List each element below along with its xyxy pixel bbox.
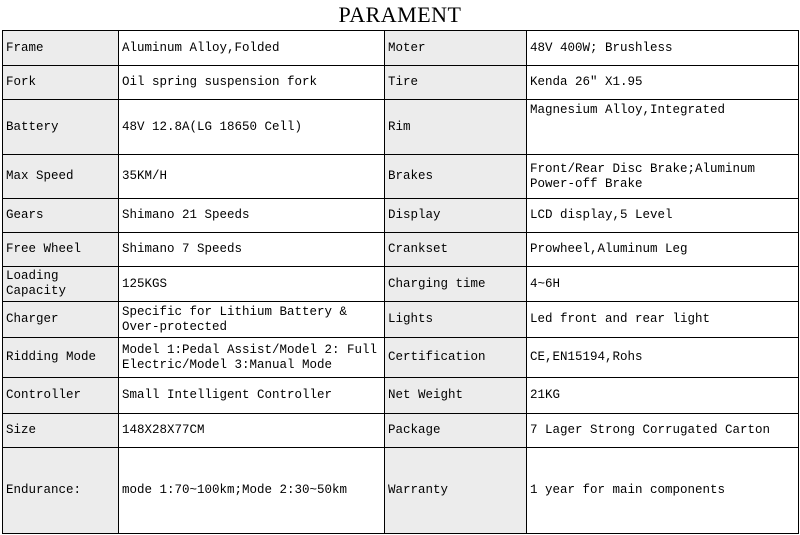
label-cell: Max Speed bbox=[3, 155, 119, 199]
label-cell: Warranty bbox=[385, 448, 527, 534]
value-cell: 1 year for main components bbox=[527, 448, 799, 534]
label-cell: Moter bbox=[385, 31, 527, 66]
value-cell: CE,EN15194,Rohs bbox=[527, 338, 799, 378]
value-cell: Shimano 21 Speeds bbox=[119, 199, 385, 233]
value-cell: Model 1:Pedal Assist/Model 2: Full Electric/Model 3:Manual Mode bbox=[119, 338, 385, 378]
label-cell: Charger bbox=[3, 302, 119, 338]
table-row bbox=[3, 100, 799, 155]
label-cell: Endurance: bbox=[3, 448, 119, 534]
value-cell: Prowheel,Aluminum Leg bbox=[527, 233, 799, 267]
table-row bbox=[3, 267, 799, 302]
label-cell: Frame bbox=[3, 31, 119, 66]
table-row bbox=[3, 66, 799, 100]
value-cell: LCD display,5 Level bbox=[527, 199, 799, 233]
value-cell: Magnesium Alloy,Integrated bbox=[527, 100, 799, 155]
label-cell: Net Weight bbox=[385, 378, 527, 414]
value-cell: Aluminum Alloy,Folded bbox=[119, 31, 385, 66]
value-cell: 35KM/H bbox=[119, 155, 385, 199]
label-cell: Lights bbox=[385, 302, 527, 338]
value-cell: Shimano 7 Speeds bbox=[119, 233, 385, 267]
label-cell: Loading Capacity bbox=[3, 267, 119, 302]
value-cell: 148X28X77CM bbox=[119, 414, 385, 448]
label-cell: Ridding Mode bbox=[3, 338, 119, 378]
table-row bbox=[3, 199, 799, 233]
table-row bbox=[3, 31, 799, 66]
label-cell: Controller bbox=[3, 378, 119, 414]
label-cell: Rim bbox=[385, 100, 527, 155]
label-cell: Package bbox=[385, 414, 527, 448]
value-cell: 48V 12.8A(LG 18650 Cell) bbox=[119, 100, 385, 155]
value-cell: 125KGS bbox=[119, 267, 385, 302]
label-cell: Crankset bbox=[385, 233, 527, 267]
page-title: PARAMENT bbox=[338, 2, 462, 27]
table-row bbox=[3, 378, 799, 414]
label-cell: Size bbox=[3, 414, 119, 448]
label-cell: Certification bbox=[385, 338, 527, 378]
label-cell: Battery bbox=[3, 100, 119, 155]
value-cell: Front/Rear Disc Brake;Aluminum Power-off Brake bbox=[527, 155, 799, 199]
table-row bbox=[3, 233, 799, 267]
value-cell: mode 1:70~100km;Mode 2:30~50km bbox=[119, 448, 385, 534]
table-row bbox=[3, 414, 799, 448]
value-cell: 7 Lager Strong Corrugated Carton bbox=[527, 414, 799, 448]
table-row bbox=[3, 338, 799, 378]
value-cell: Specific for Lithium Battery & Over-protected bbox=[119, 302, 385, 338]
label-cell: Gears bbox=[3, 199, 119, 233]
value-cell: Led front and rear light bbox=[527, 302, 799, 338]
value-cell: 48V 400W; Brushless bbox=[527, 31, 799, 66]
spec-table bbox=[2, 30, 799, 534]
label-cell: Brakes bbox=[385, 155, 527, 199]
value-cell: 21KG bbox=[527, 378, 799, 414]
value-cell: Kenda 26″ X1.95 bbox=[527, 66, 799, 100]
value-cell: Small Intelligent Controller bbox=[119, 378, 385, 414]
value-cell: 4~6H bbox=[527, 267, 799, 302]
label-cell: Tire bbox=[385, 66, 527, 100]
table-row bbox=[3, 302, 799, 338]
label-cell: Charging time bbox=[385, 267, 527, 302]
label-cell: Display bbox=[385, 199, 527, 233]
label-cell: Free Wheel bbox=[3, 233, 119, 267]
table-row bbox=[3, 155, 799, 199]
table-row bbox=[3, 448, 799, 534]
value-cell: Oil spring suspension fork bbox=[119, 66, 385, 100]
label-cell: Fork bbox=[3, 66, 119, 100]
